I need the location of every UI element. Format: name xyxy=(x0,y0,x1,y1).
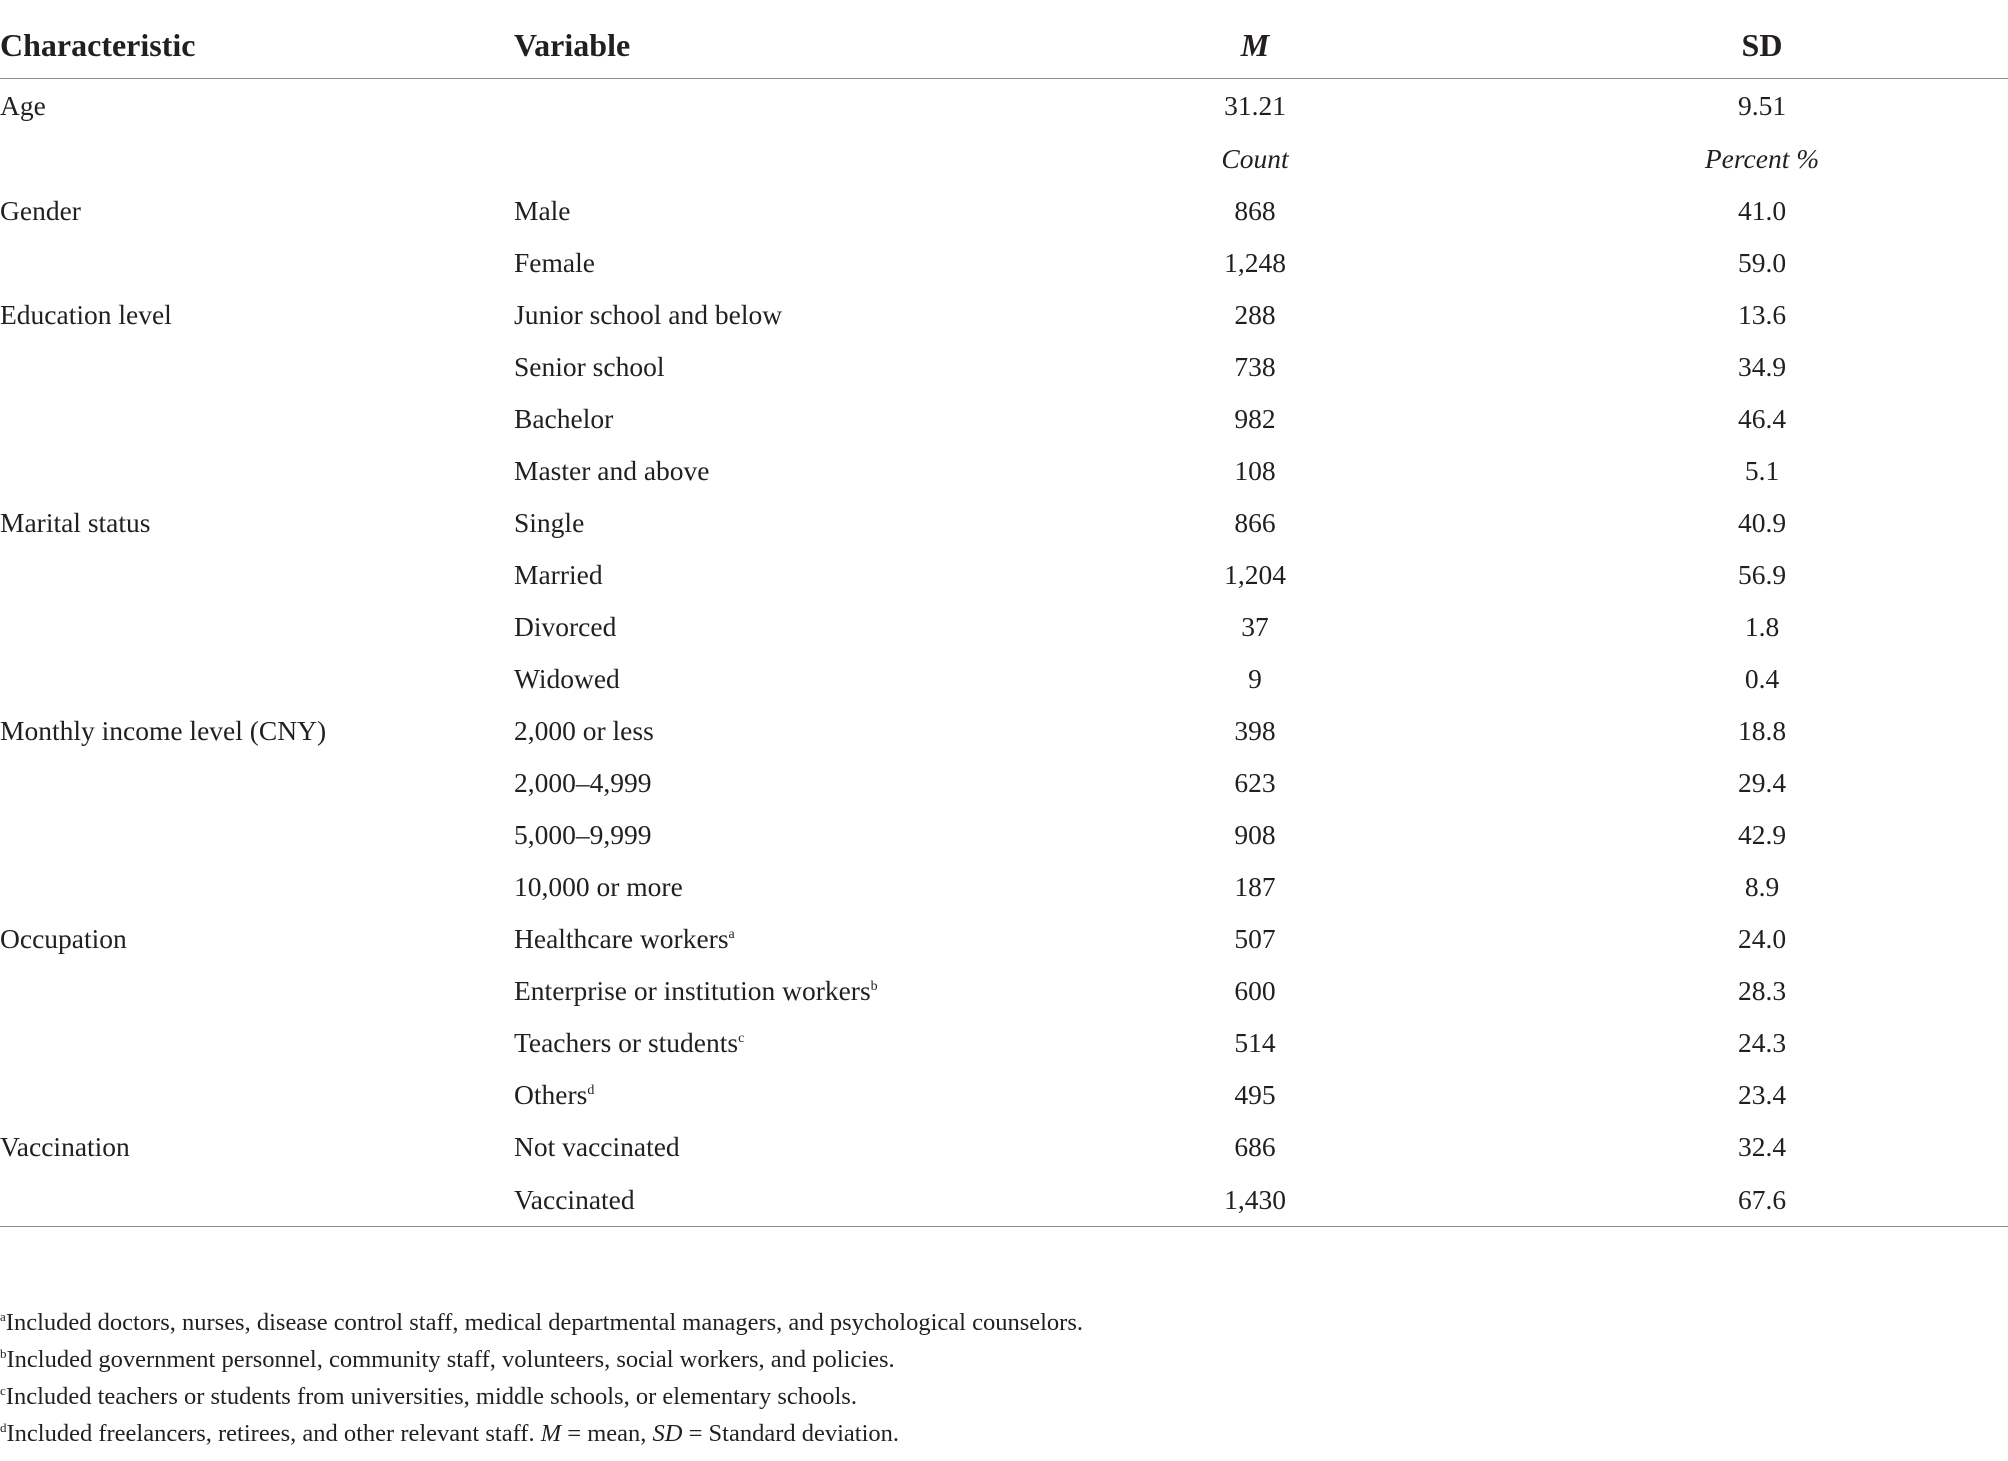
cell-value-2: 29.4 xyxy=(1737,767,1787,798)
cell-variable: Male xyxy=(514,195,571,226)
cell-variable: Vaccinated xyxy=(514,1173,994,1227)
table-row xyxy=(0,965,2008,1017)
footnote-sd-definition: = Standard deviation. xyxy=(682,1420,900,1447)
cell-characteristic xyxy=(0,549,514,601)
cell-characteristic: Marital status xyxy=(0,507,151,538)
variable-label: Enterprise or institution workers xyxy=(514,975,871,1006)
subheader-count: Count xyxy=(1221,143,1289,174)
table-row xyxy=(0,497,2008,549)
variable-label: Healthcare workers xyxy=(514,923,729,954)
variable-label: Teachers or students xyxy=(514,1027,739,1058)
table-row xyxy=(0,185,2008,237)
footnote-sd-symbol: SD xyxy=(652,1420,683,1447)
cell-variable: Married xyxy=(514,559,603,590)
table-row xyxy=(0,341,2008,393)
cell-variable xyxy=(514,133,994,185)
table-row xyxy=(0,653,2008,705)
footnote-marker: a xyxy=(0,1308,6,1324)
table-row xyxy=(0,393,2008,445)
cell-variable: Junior school and below xyxy=(514,299,783,330)
cell-variable: 2,000–4,999 xyxy=(514,767,652,798)
footnote-marker: c xyxy=(0,1382,6,1398)
cell-characteristic xyxy=(0,965,514,1017)
cell-value-1: 738 xyxy=(1234,351,1276,382)
cell-variable: Divorced xyxy=(514,611,617,642)
cell-characteristic: Occupation xyxy=(0,923,127,954)
cell-value-2: 13.6 xyxy=(1737,299,1787,330)
cell-characteristic: Age xyxy=(0,90,46,121)
cell-value-1: 108 xyxy=(1234,455,1276,486)
cell-value-2: 67.6 xyxy=(1516,1173,2008,1227)
table-row xyxy=(0,809,2008,861)
footnote-m-symbol: M xyxy=(540,1420,562,1447)
cell-characteristic xyxy=(0,393,514,445)
cell-value-1: 507 xyxy=(1234,923,1276,954)
header-sd: SD xyxy=(1516,12,2008,79)
cell-characteristic xyxy=(0,1173,514,1227)
header-mean: M xyxy=(994,12,1516,79)
table-row xyxy=(0,1121,2008,1173)
cell-characteristic xyxy=(0,1017,514,1069)
footnote-marker: d xyxy=(587,1082,595,1098)
table-footnotes xyxy=(0,1304,2008,1452)
footnote-m-definition: = mean, xyxy=(561,1420,653,1447)
cell-value-1: 600 xyxy=(1234,975,1276,1006)
cell-value-2: 46.4 xyxy=(1737,403,1787,434)
header-characteristic: Characteristic xyxy=(0,12,514,79)
cell-value-1: 495 xyxy=(1234,1079,1276,1110)
cell-value-2: 34.9 xyxy=(1737,351,1787,382)
cell-value-1: 1,248 xyxy=(1224,247,1286,278)
cell-value-2: 59.0 xyxy=(1737,247,1787,278)
cell-characteristic xyxy=(0,653,514,705)
footnote-a xyxy=(0,1304,2008,1341)
footnote-d xyxy=(0,1415,2008,1452)
table-row xyxy=(0,705,2008,757)
footnote-marker: a xyxy=(728,926,735,942)
cell-characteristic xyxy=(0,133,514,185)
cell-value-1: 514 xyxy=(1234,1027,1276,1058)
cell-characteristic: Gender xyxy=(0,195,81,226)
table-row xyxy=(0,601,2008,653)
cell-variable xyxy=(514,79,994,134)
cell-characteristic: Monthly income level (CNY) xyxy=(0,715,327,746)
cell-value-2: 32.4 xyxy=(1737,1131,1787,1162)
cell-variable: Single xyxy=(514,507,585,538)
cell-value-2: 0.4 xyxy=(1744,663,1780,694)
table-row xyxy=(0,913,2008,965)
cell-characteristic xyxy=(0,341,514,393)
subheader-percent: Percent % xyxy=(1704,143,1820,174)
cell-value-1: 398 xyxy=(1234,715,1276,746)
footnote-b xyxy=(0,1341,2008,1378)
table-row xyxy=(0,79,2008,134)
footnote-text: Included government personnel, community staff, volunteers, social workers, and policies. xyxy=(6,1346,895,1373)
variable-label: Others xyxy=(514,1079,588,1110)
table-row xyxy=(0,289,2008,341)
cell-value-2: 56.9 xyxy=(1737,559,1787,590)
footnote-text: Included doctors, nurses, disease control staff, medical departmental managers, and psychological counselors. xyxy=(5,1309,1083,1336)
footnote-marker: c xyxy=(738,1030,745,1046)
cell-characteristic: Vaccination xyxy=(0,1131,130,1162)
cell-variable: Senior school xyxy=(514,351,665,382)
demographics-table xyxy=(0,12,2008,1227)
cell-value-1: 866 xyxy=(1234,507,1276,538)
cell-value-2: 1.8 xyxy=(1744,611,1780,642)
cell-value-2: 24.3 xyxy=(1737,1027,1787,1058)
cell-value-1: 31.21 xyxy=(1224,90,1286,121)
cell-variable: Not vaccinated xyxy=(514,1131,680,1162)
cell-variable: Bachelor xyxy=(514,403,614,434)
cell-variable: Female xyxy=(514,247,595,278)
cell-value-1: 868 xyxy=(1234,195,1276,226)
cell-value-1: 686 xyxy=(1234,1131,1276,1162)
footnote-marker: b xyxy=(0,1345,7,1361)
cell-value-2: 24.0 xyxy=(1737,923,1787,954)
cell-variable: 5,000–9,999 xyxy=(514,819,652,850)
cell-characteristic xyxy=(0,757,514,809)
table-row xyxy=(0,861,2008,913)
footnote-text: Included teachers or students from universities, middle schools, or elementary schools. xyxy=(5,1383,857,1410)
cell-value-2: 18.8 xyxy=(1737,715,1787,746)
cell-variable xyxy=(514,1017,994,1069)
cell-variable: Widowed xyxy=(514,663,620,694)
table-body xyxy=(0,79,2008,1227)
cell-value-1: 9 xyxy=(1248,663,1262,694)
cell-value-1: 623 xyxy=(1234,767,1276,798)
cell-value-1: 187 xyxy=(1234,871,1276,902)
cell-value-2: 5.1 xyxy=(1744,455,1780,486)
cell-value-2: 9.51 xyxy=(1737,90,1787,121)
table-row xyxy=(0,1173,2008,1227)
cell-characteristic xyxy=(0,445,514,497)
cell-variable xyxy=(514,913,994,965)
cell-variable: 10,000 or more xyxy=(514,871,683,902)
cell-value-1: 1,204 xyxy=(1224,559,1286,590)
cell-characteristic xyxy=(0,809,514,861)
table-row xyxy=(0,1069,2008,1121)
cell-variable xyxy=(514,1069,994,1121)
footnote-text: Included freelancers, retirees, and other relevant staff. xyxy=(6,1420,541,1447)
cell-value-2: 40.9 xyxy=(1737,507,1787,538)
table-row xyxy=(0,1017,2008,1069)
header-variable: Variable xyxy=(514,12,994,79)
cell-characteristic xyxy=(0,1069,514,1121)
cell-value-1: 37 xyxy=(1241,611,1269,642)
cell-value-1: 1,430 xyxy=(994,1173,1516,1227)
cell-variable: 2,000 or less xyxy=(514,715,654,746)
cell-value-2: 23.4 xyxy=(1737,1079,1787,1110)
cell-value-2: 41.0 xyxy=(1737,195,1787,226)
cell-characteristic: Education level xyxy=(0,299,172,330)
cell-characteristic xyxy=(0,861,514,913)
cell-value-2: 28.3 xyxy=(1737,975,1787,1006)
cell-characteristic xyxy=(0,601,514,653)
table-row xyxy=(0,445,2008,497)
table-row xyxy=(0,757,2008,809)
footnote-marker: d xyxy=(0,1419,7,1435)
table-row xyxy=(0,237,2008,289)
cell-value-1: 982 xyxy=(1234,403,1276,434)
table-row xyxy=(0,549,2008,601)
cell-value-1: 288 xyxy=(1234,299,1276,330)
table-header-row xyxy=(0,12,2008,79)
cell-characteristic xyxy=(0,237,514,289)
cell-variable: Master and above xyxy=(514,455,710,486)
cell-value-1: 908 xyxy=(1234,819,1276,850)
table-subheader-row xyxy=(0,133,2008,185)
cell-value-2: 8.9 xyxy=(1744,871,1780,902)
cell-variable xyxy=(514,965,994,1017)
cell-value-2: 42.9 xyxy=(1737,819,1787,850)
footnote-c xyxy=(0,1378,2008,1415)
footnote-marker: b xyxy=(870,978,878,994)
